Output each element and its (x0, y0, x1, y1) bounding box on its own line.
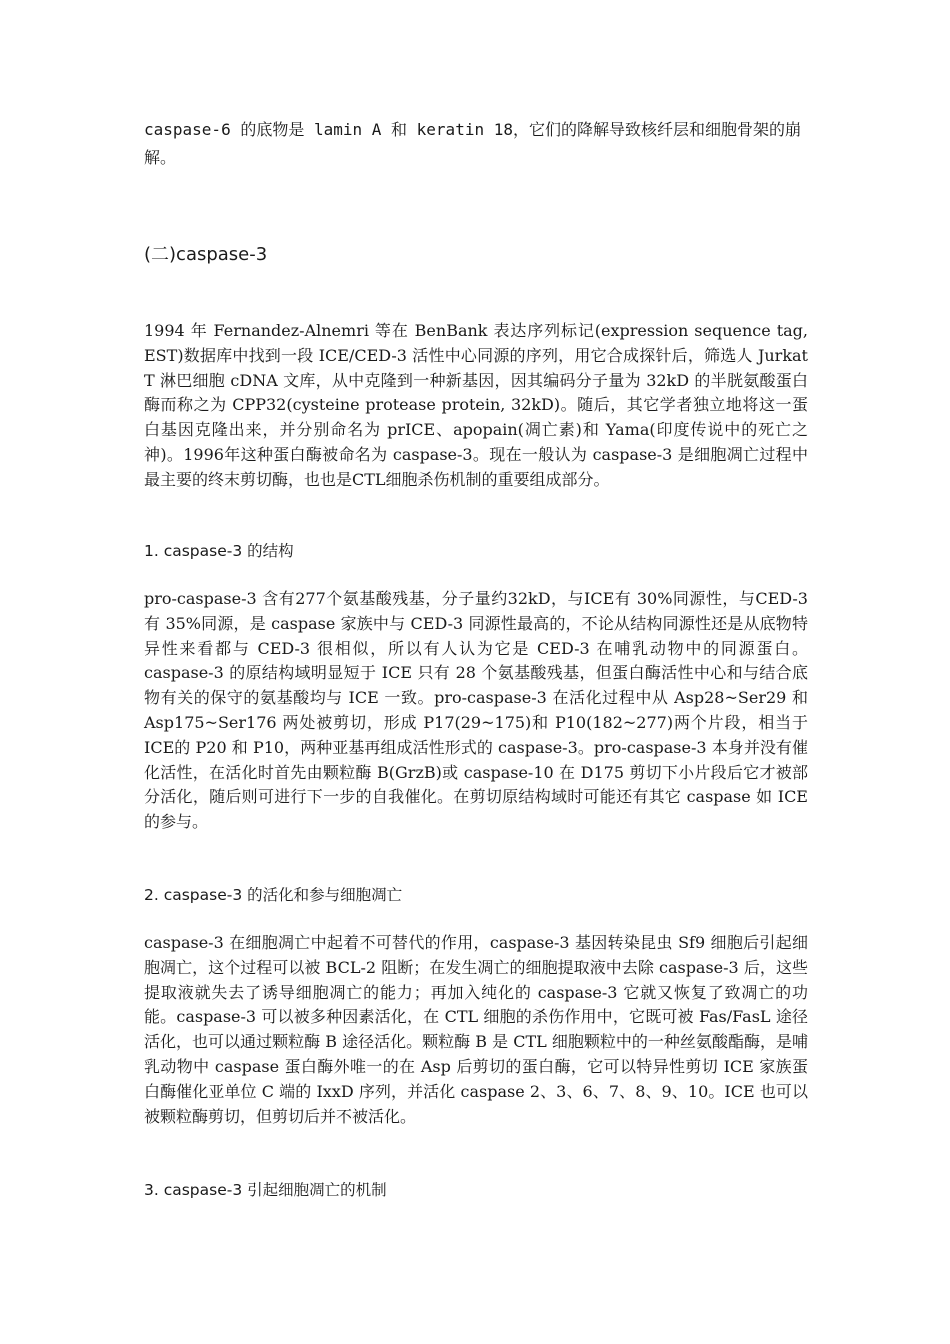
subheading-1: 1. caspase-3 的结构 (144, 542, 294, 560)
paragraph-2: pro-caspase-3 含有277个氨基酸残基，分子量约32kD，与ICE有 30%同源性，与CED-3有 35%同源，是 caspase 家族中与 CED-3 同源性最高的，不论从结构同源性还是从底物特异性来看都与 CED-3 很相似，所以有人认为它是 CED-3 在哺乳动物中的同源蛋白。caspase-3 的原结构域明显短于 ICE 只有 28 个氨基酸残基，但蛋白酶活性中心和与结合底物有关的保守的氨基酸均与 ICE 一致。pro-caspase-3 在活化过程中从 Asp28~Ser29 和 Asp175~Ser176 两处被剪切，形成 P17(29~175)和 P10(182~277)两个片段，相当于ICE的 P20 和 P10，两种亚基再组成活性形式的 caspase-3。pro-caspase-3 本身并没有催化活性，在活化时首先由颗粒酶 B(GrzB)或 caspase-10 在 D175 剪切下小片段后它才被部分活化，随后则可进行下一步的自我催化。在剪切原结构域时可能还有其它 caspase 如 ICE 的参与。 (144, 589, 808, 832)
subheading-3: 3. caspase-3 引起细胞凋亡的机制 (144, 1181, 387, 1199)
paragraph-3: caspase-3 在细胞凋亡中起着不可替代的作用，caspase-3 基因转染昆虫 Sf9 细胞后引起细胞凋亡，这个过程可以被 BCL-2 阻断；在发生凋亡的细胞提取液中去除 caspase-3 后，这些提取液就失去了诱导细胞凋亡的能力；再加入纯化的 caspase-3 它就又恢复了致凋亡的功能。caspase-3 可以被多种因素活化，在 CTL 细胞的杀伤作用中，它既可被 Fas/FasL 途径活化，也可以通过颗粒酶 B 途径活化。颗粒酶 B 是 CTL 细胞颗粒中的一种丝氨酸酯酶，是哺乳动物中 caspase 蛋白酶外唯一的在 Asp 后剪切的蛋白酶，它可以特异性剪切 ICE 家族蛋白酶催化亚单位 C 端的 IxxD 序列，并活化 caspase 2、3、6、7、8、9、10。ICE 也可以被颗粒酶剪切，但剪切后并不被活化。 (144, 933, 808, 1126)
subheading-2: 2. caspase-3 的活化和参与细胞凋亡 (144, 886, 403, 904)
paragraph-1: 1994 年 Fernandez-Alnemri 等在 BenBank 表达序列标记(expression sequence tag, EST)数据库中找到一段 ICE/CED-3 活性中心同源的序列，用它合成探针后，筛选人 Jurkat T 淋巴细胞 cDNA 文库，从中克隆到一种新基因，因其编码分子量为 32kD 的半胱氨酸蛋白酶而称之为 CPP32(cysteine protease protein, 32kD)。随后，其它学者独立地将这一蛋白基因克隆出来，并分别命名为 prICE、apopain(凋亡素)和 Yama(印度传说中的死亡之神)。1996年这种蛋白酶被命名为 caspase-3。现在一般认为 caspase-3 是细胞凋亡过程中最主要的终末剪切酶，也也是CTL细胞杀伤机制的重要组成部分。 (144, 321, 808, 489)
section-title: (二)caspase-3 (144, 244, 268, 265)
intro-paragraph: caspase-6 的底物是 lamin A 和 keratin 18，它们的降解导致核纤层和细胞骨架的崩解。 (144, 120, 801, 167)
